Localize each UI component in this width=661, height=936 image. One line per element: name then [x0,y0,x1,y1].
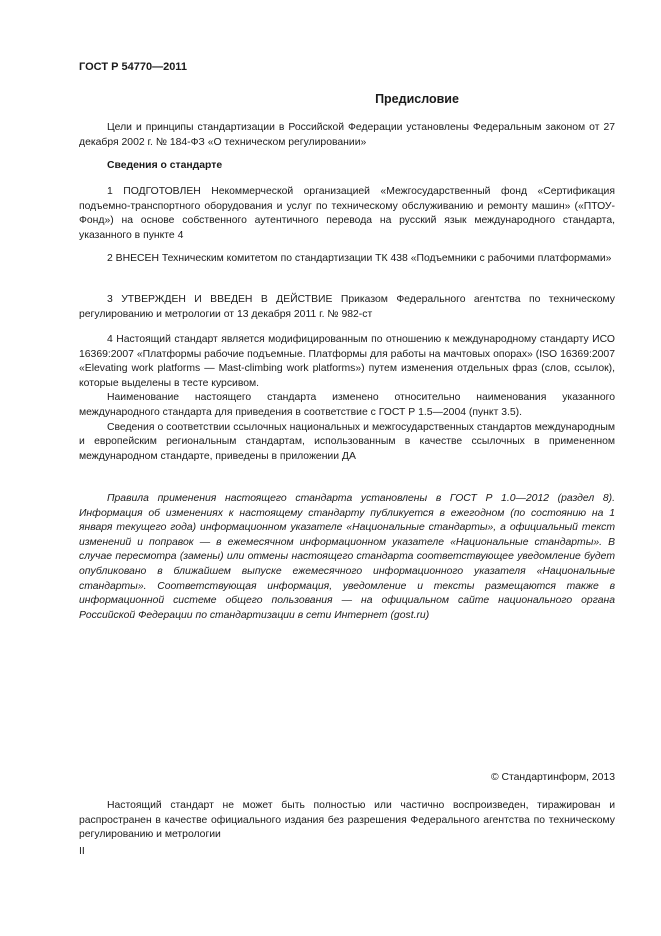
item-4: 4 Настоящий стандарт является модифицированным по отношению к международному стандарту ИСО 16369:2007 «Платформы рабочие подъемные. Платформы для работы на мачтовых опорах» (ISO 16369:2007 «Elevating work platforms — Mast-climbing work platforms») путем изменения отдельных фраз (слов, ссылок), которые выделены в тесте курсивом. [79,334,615,389]
intro-paragraph: Цели и принципы стандартизации в Российской Федерации установлены Федеральным законом от 27 декабря 2002 г. № 184-ФЗ «О техническом регулировании» [79,122,615,148]
item-2-block [79,252,615,267]
item-1-block [79,185,615,243]
rules-note-block [79,492,615,623]
item-1: 1 ПОДГОТОВЛЕН Некоммерческой организацией «Межгосударственный фонд «Сертификация подъемно-транспортного оборудования и услуг по техническому обслуживанию и ремонту машин» («ПТОУ-Фонд») на основе собственного аутентичного перевода на русский язык международного стандарта, указанного в пункте 4 [79,186,615,241]
page-title: Предисловие [375,92,459,106]
item-3: 3 УТВЕРЖДЕН И ВВЕДЕН В ДЕЙСТВИЕ Приказом Федерального агентства по техническому регулированию и метрологии от 13 декабря 2011 г. № 982-ст [79,294,615,320]
info-heading-block [79,159,615,174]
rules-note: Правила применения настоящего стандарта установлены в ГОСТ Р 1.0—2012 (раздел 8). Информация об изменениях к настоящему стандарту публикуется в ежегодном (по состоянию на 1 января текущего года) информационном указателе «Национальные стандарты», а официальный текст изменений и поправок — в ежемесячном информационном указателе «Национальные стандарты». В случае пересмотра (замены) или отмены настоящего стандарта соответствующее уведомление будет опубликовано в ближайшем выпуске ежемесячного информационного указателя «Национальные стандарты». Соответствующая информация, уведомление и тексты размещаются также в информационной системе общего пользования — на официальном сайте национального органа Российской Федерации по стандартизации в сети Интернет (gost.ru) [79,493,615,621]
intro-block [79,121,615,150]
reproduction-note: Настоящий стандарт не может быть полностью или частично воспроизведен, тиражирован и распространен в качестве официального издания без разрешения Федерального агентства по техническому регулированию и метрологии [79,800,615,841]
page-number: II [79,846,85,857]
item-4-name-note: Наименование настоящего стандарта изменено относительно наименования указанного международного стандарта для приведения в соответствие с ГОСТ Р 1.5—2004 (пункт 3.5). [79,392,615,418]
item-4-block [79,333,615,464]
item-4-references-note: Сведения о соответствии ссылочных национальных и межгосударственных стандартов международным и европейским региональным стандартам, использованным в качестве ссылочных в примененном международном стандарте, приведены в приложении ДА [79,421,615,462]
item-3-block [79,293,615,322]
item-2: 2 ВНЕСЕН Техническим комитетом по стандартизации ТК 438 «Подъемники с рабочими платформами» [107,253,612,264]
document-header: ГОСТ Р 54770—2011 [79,61,187,73]
reproduction-block [79,799,615,843]
copyright: © Стандартинформ, 2013 [490,772,615,783]
info-heading: Сведения о стандарте [107,160,223,171]
